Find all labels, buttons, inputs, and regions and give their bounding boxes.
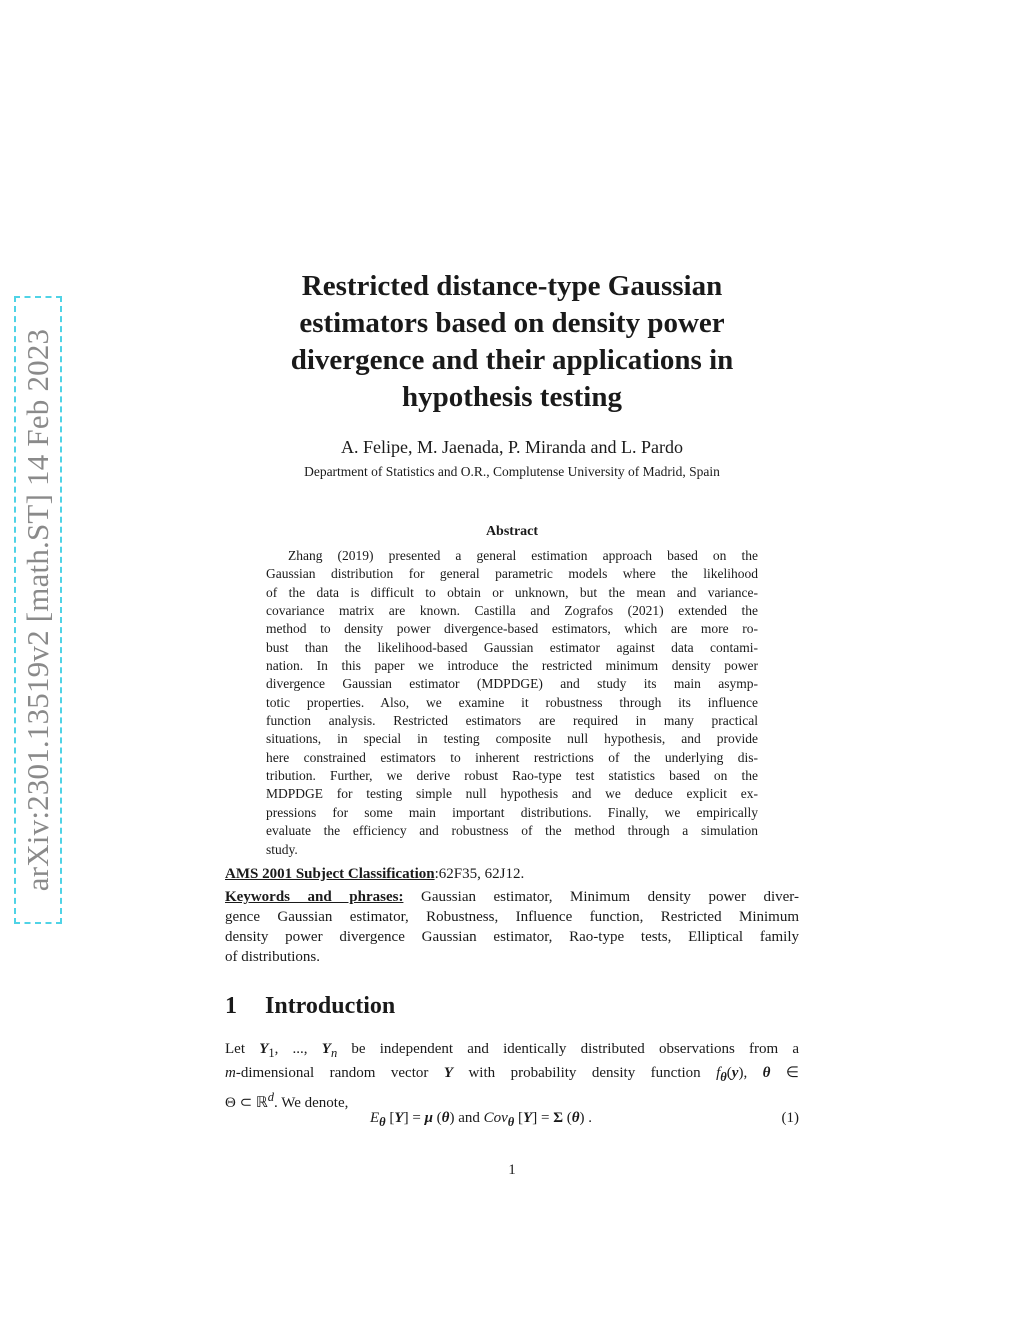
ams-label: AMS 2001 Subject Classification xyxy=(225,866,435,882)
title-line: Restricted distance-type Gaussian xyxy=(301,270,723,302)
abstract-line: method to density power divergence-based estimators, which are more ro- xyxy=(266,621,758,637)
abstract-line: MDPDGE for testing simple null hypothesis and we deduce explicit ex- xyxy=(266,786,758,802)
equation-number: (1) xyxy=(781,1110,799,1126)
title-line: hypothesis testing xyxy=(402,381,622,413)
section-number: 1 xyxy=(225,993,237,1019)
intro-text: . We denote, xyxy=(274,1095,349,1111)
equation-body: $E_\theta$ [Y] = μ (θ) and Cov$_\theta$ [Y] = Σ (θ) . xyxy=(370,1110,593,1129)
intro-line: Θ ⊂ ℝ$^d$. We denote, xyxy=(225,1090,349,1111)
affiliation: Department of Statistics and O.R., Complutense University of Madrid, Spain xyxy=(304,464,720,479)
arxiv-stamp xyxy=(14,296,62,924)
abstract-heading: Abstract xyxy=(485,524,539,539)
arxiv-identifier: arXiv:2301.13519v2 [math.ST] 14 Feb 2023 xyxy=(20,328,55,892)
title-line: divergence and their applications in xyxy=(290,344,734,376)
abstract-body xyxy=(266,547,758,859)
abstract-line: divergence Gaussian estimator (MDPDGE) and study its main asymp- xyxy=(266,676,758,692)
section-heading xyxy=(225,993,395,1020)
keywords-text: Gaussian estimator, Minimum density power diver- xyxy=(403,889,799,905)
intro-line: Let $Y_1$, ..., $Y_n$ be independent and identically distributed observations from a xyxy=(225,1041,799,1060)
keywords-line xyxy=(225,887,799,907)
abstract-line: pressions for some main important distributions. Finally, we empirically xyxy=(266,804,758,820)
section-title: Introduction xyxy=(265,993,396,1019)
keywords-line: gence Gaussian estimator, Robustness, Influence function, Restricted Minimum xyxy=(225,909,799,925)
intro-text: -dimensional random vector xyxy=(235,1065,444,1081)
paper-title xyxy=(240,268,784,416)
abstract-line: bust than the likelihood-based Gaussian estimator against data contami- xyxy=(266,639,758,655)
intro-text: be independent and identically distributed observations from a xyxy=(337,1041,799,1057)
abstract-line: function analysis. Restricted estimators are required in many practical xyxy=(266,713,758,729)
abstract-line: tribution. Further, we derive robust Rao-type test statistics based on the xyxy=(266,768,758,784)
abstract-line: covariance matrix are known. Castilla and Zografos (2021) extended the xyxy=(266,603,758,619)
title-line: estimators based on density power xyxy=(299,307,725,339)
keywords-line: density power divergence Gaussian estimator, Rao-type tests, Elliptical family xyxy=(225,929,799,945)
abstract-line: totic properties. Also, we examine it robustness through its influence xyxy=(266,694,758,710)
intro-paragraph xyxy=(225,1039,799,1113)
abstract-line: Zhang (2019) presented a general estimation approach based on the xyxy=(288,548,758,563)
intro-text: with probability density function xyxy=(453,1065,717,1081)
intro-text: Let xyxy=(225,1041,260,1057)
abstract-line: situations, in special in testing composite null hypothesis, and provide xyxy=(266,731,758,747)
abstract-line: evaluate the efficiency and robustness of the method through a simulation xyxy=(266,823,758,839)
authors: A. Felipe, M. Jaenada, P. Miranda and L. Pardo xyxy=(341,437,683,457)
abstract-line: Gaussian distribution for general parametric models where the likelihood xyxy=(266,566,758,582)
equation-and: and xyxy=(454,1110,484,1126)
ams-value: :62F35, 62J12. xyxy=(434,866,525,882)
abstract-line: study. xyxy=(266,841,298,857)
ams-classification xyxy=(225,866,524,883)
keywords-line: of distributions. xyxy=(225,949,321,965)
intro-line: m-dimensional random vector Y with probability density function $f_\theta(y)$, θ ∈ xyxy=(225,1065,799,1084)
abstract-line: of the data is difficult to obtain or unknown, but the mean and variance- xyxy=(266,584,758,600)
keywords xyxy=(225,887,799,967)
keywords-label: Keywords and phrases: xyxy=(225,889,404,905)
page-number: 1 xyxy=(508,1162,516,1178)
abstract-line: here constrained estimators to inherent restrictions of the underlying dis- xyxy=(266,749,758,765)
abstract-line: nation. In this paper we introduce the restricted minimum density power xyxy=(266,658,758,674)
